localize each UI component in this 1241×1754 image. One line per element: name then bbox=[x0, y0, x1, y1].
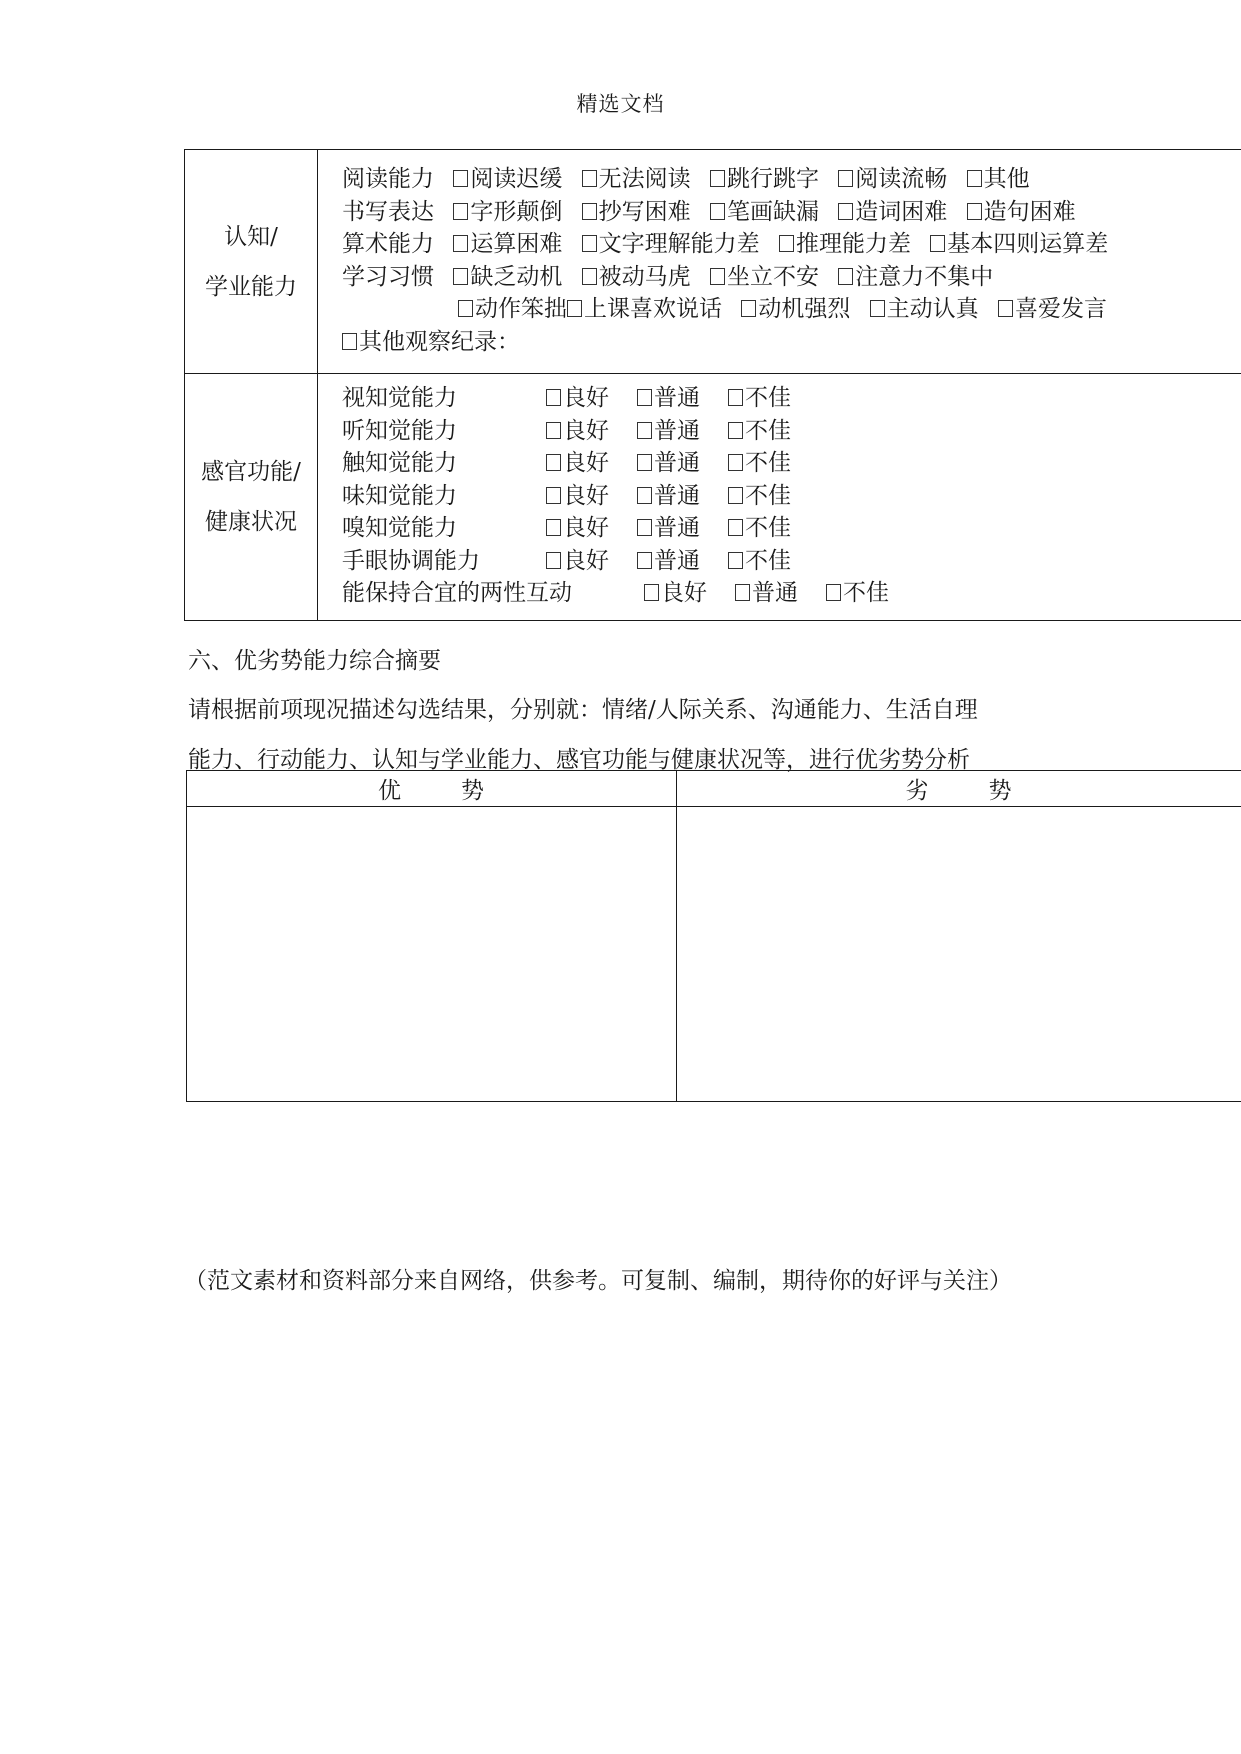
checkbox[interactable] bbox=[637, 487, 652, 504]
checkbox[interactable] bbox=[741, 300, 756, 317]
sensory-item: 嗅知觉能力 良好 普通 不佳 bbox=[342, 515, 791, 542]
sensory-item: 味知觉能力 良好 普通 不佳 bbox=[342, 482, 791, 509]
checkbox[interactable] bbox=[637, 389, 652, 406]
sensory-item: 触知觉能力 良好 普通 不佳 bbox=[342, 450, 791, 477]
checkbox[interactable] bbox=[826, 584, 841, 601]
checkbox[interactable] bbox=[546, 519, 561, 536]
checkbox[interactable] bbox=[342, 333, 357, 350]
checkbox[interactable] bbox=[637, 519, 652, 536]
cognition-item-continued: 动作笨拙 上课喜欢说话 动机强烈 主动认真 喜爱发言 bbox=[342, 293, 1241, 326]
checkbox[interactable] bbox=[710, 268, 725, 285]
sensory-options bbox=[318, 374, 1241, 621]
checkbox[interactable] bbox=[728, 454, 743, 471]
checkbox[interactable] bbox=[735, 584, 750, 601]
cognition-item: 阅读能力 阅读迟缓 无法阅读 跳行跳字 阅读流畅 其他 bbox=[342, 166, 1030, 192]
checkbox[interactable] bbox=[728, 519, 743, 536]
strength-weakness-table bbox=[186, 770, 1241, 1102]
checkbox[interactable] bbox=[637, 552, 652, 569]
checkbox[interactable] bbox=[453, 170, 468, 187]
cognition-item: 学习习惯 缺乏动机 被动马虎 坐立不安 注意力不集中 bbox=[342, 263, 994, 290]
sensory-item: 手眼协调能力 良好 普通 不佳 bbox=[342, 547, 791, 574]
instruction-line-1: 请根据前项现况描述勾选结果，分别就：情绪/人际关系、沟通能力、生活自理 bbox=[188, 697, 978, 723]
instruction-line-2: 能力、行动能力、认知与学业能力、感官功能与健康状况等，进行优劣势分析 bbox=[188, 747, 970, 773]
checkbox[interactable] bbox=[546, 389, 561, 406]
checkbox[interactable] bbox=[728, 552, 743, 569]
checkbox[interactable] bbox=[967, 170, 982, 187]
cognition-item: 书写表达 字形颠倒 抄写困难 笔画缺漏 造词困难 造句困难 bbox=[342, 198, 1076, 225]
checkbox[interactable] bbox=[453, 268, 468, 285]
checkbox[interactable] bbox=[546, 422, 561, 439]
cognition-item: 算术能力 运算困难 文字理解能力差 推理能力差 基本四则运算差 bbox=[342, 231, 1109, 257]
checkbox[interactable] bbox=[637, 422, 652, 439]
checkbox[interactable] bbox=[458, 300, 473, 317]
cognition-label: 认知/ 学业能力 bbox=[185, 150, 318, 374]
sensory-label: 感官功能/ 健康状况 bbox=[185, 374, 318, 621]
checkbox[interactable] bbox=[838, 170, 853, 187]
sensory-item: 视知觉能力 良好 普通 不佳 bbox=[342, 385, 791, 412]
strength-header: 优势 bbox=[187, 771, 677, 807]
strength-cell[interactable] bbox=[187, 807, 677, 1102]
assessment-table bbox=[184, 149, 1241, 621]
checkbox[interactable] bbox=[546, 487, 561, 504]
cognition-row bbox=[185, 150, 1241, 374]
cognition-other: 其他观察纪录： bbox=[342, 326, 1241, 359]
checkbox[interactable] bbox=[838, 268, 853, 285]
checkbox[interactable] bbox=[582, 203, 597, 220]
checkbox[interactable] bbox=[967, 203, 982, 220]
page-header: 精选文档 bbox=[576, 92, 665, 116]
checkbox[interactable] bbox=[567, 300, 582, 317]
checkbox[interactable] bbox=[546, 454, 561, 471]
weakness-header: 劣势 bbox=[677, 771, 1241, 807]
checkbox[interactable] bbox=[644, 584, 659, 601]
cognition-options bbox=[318, 150, 1241, 374]
checkbox[interactable] bbox=[728, 422, 743, 439]
checkbox[interactable] bbox=[453, 235, 468, 252]
checkbox[interactable] bbox=[779, 235, 794, 252]
weakness-cell[interactable] bbox=[677, 807, 1241, 1102]
checkbox[interactable] bbox=[710, 170, 725, 187]
checkbox[interactable] bbox=[582, 235, 597, 252]
sensory-item: 听知觉能力 良好 普通 不佳 bbox=[342, 417, 791, 444]
checkbox[interactable] bbox=[998, 300, 1013, 317]
checkbox[interactable] bbox=[710, 203, 725, 220]
sensory-item: 能保持合宜的两性互动 良好 普通 不佳 bbox=[342, 580, 889, 607]
checkbox[interactable] bbox=[728, 389, 743, 406]
checkbox[interactable] bbox=[637, 454, 652, 471]
checkbox[interactable] bbox=[728, 487, 743, 504]
footer-note: （范文素材和资料部分来自网络，供参考。可复制、编制，期待你的好评与关注） bbox=[184, 1268, 1012, 1294]
section-title: 六、优劣势能力综合摘要 bbox=[188, 648, 441, 674]
sensory-row bbox=[185, 374, 1241, 621]
checkbox[interactable] bbox=[582, 170, 597, 187]
checkbox[interactable] bbox=[453, 203, 468, 220]
checkbox[interactable] bbox=[870, 300, 885, 317]
checkbox[interactable] bbox=[838, 203, 853, 220]
checkbox[interactable] bbox=[582, 268, 597, 285]
checkbox[interactable] bbox=[546, 552, 561, 569]
checkbox[interactable] bbox=[930, 235, 945, 252]
